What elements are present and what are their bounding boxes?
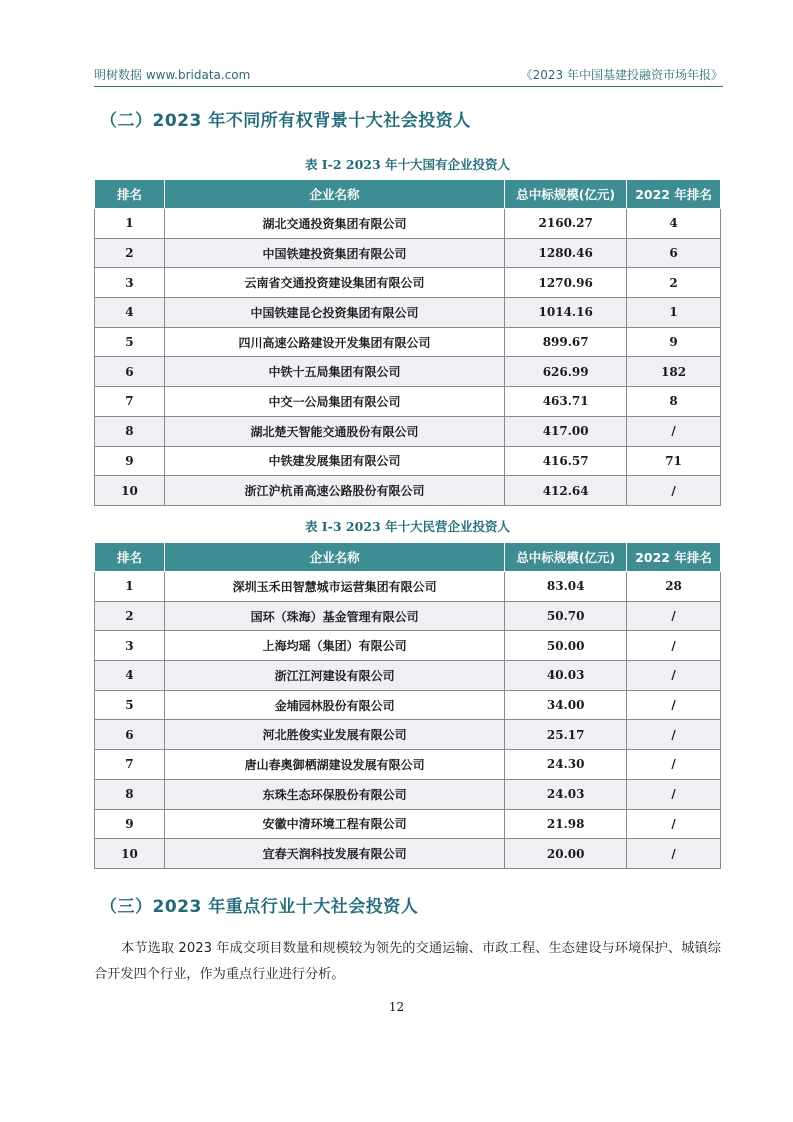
table-row <box>95 720 721 750</box>
table-row <box>95 387 721 417</box>
amount-cell: 24.30 <box>505 750 627 780</box>
company-name-cell: 浙江沪杭甬高速公路股份有限公司 <box>164 476 504 506</box>
header-amount: 总中标规模(亿元) <box>505 180 627 209</box>
section-title-3: （三）2023 年重点行业十大社会投资人 <box>100 897 419 917</box>
table-row <box>95 779 721 809</box>
prev-rank-cell: 28 <box>627 572 721 602</box>
amount-cell: 2160.27 <box>505 209 627 239</box>
rank-cell: 2 <box>95 601 165 631</box>
prev-rank-cell: 4 <box>627 209 721 239</box>
rank-cell: 1 <box>95 572 165 602</box>
rank-cell: 5 <box>95 690 165 720</box>
company-name-cell: 四川高速公路建设开发集团有限公司 <box>164 327 504 357</box>
rank-cell: 6 <box>95 357 165 387</box>
company-name-cell: 国环（珠海）基金管理有限公司 <box>164 601 504 631</box>
company-name-cell: 中交一公局集团有限公司 <box>164 387 504 417</box>
prev-rank-cell: 8 <box>627 387 721 417</box>
amount-cell: 416.57 <box>505 446 627 476</box>
table-row <box>95 446 721 476</box>
prev-rank-cell: / <box>627 720 721 750</box>
amount-cell: 412.64 <box>505 476 627 506</box>
header-right: 《2023 年中国基建投融资市场年报》 <box>520 68 723 82</box>
prev-rank-cell: 2 <box>627 268 721 298</box>
company-name-cell: 中铁十五局集团有限公司 <box>164 357 504 387</box>
header-company: 企业名称 <box>164 180 504 209</box>
prev-rank-cell: / <box>627 750 721 780</box>
company-name-cell: 湖北楚天智能交通股份有限公司 <box>164 416 504 446</box>
company-name-cell: 浙江江河建设有限公司 <box>164 661 504 691</box>
rank-cell: 10 <box>95 476 165 506</box>
table-row <box>95 298 721 328</box>
prev-rank-cell: 71 <box>627 446 721 476</box>
page-number: 12 <box>388 1000 405 1014</box>
amount-cell: 1270.96 <box>505 268 627 298</box>
company-name-cell: 深圳玉禾田智慧城市运营集团有限公司 <box>164 572 504 602</box>
table-row <box>95 416 721 446</box>
table-row <box>95 357 721 387</box>
amount-cell: 21.98 <box>505 809 627 839</box>
amount-cell: 83.04 <box>505 572 627 602</box>
table-caption-soe: 表 I-2 2023 年十大国有企业投资人 <box>304 157 511 172</box>
table-soe <box>94 179 721 506</box>
rank-cell: 8 <box>95 779 165 809</box>
prev-rank-cell: 1 <box>627 298 721 328</box>
rank-cell: 6 <box>95 720 165 750</box>
table-row <box>95 572 721 602</box>
rank-cell: 7 <box>95 387 165 417</box>
table-row <box>95 327 721 357</box>
amount-cell: 25.17 <box>505 720 627 750</box>
table-row <box>95 476 721 506</box>
rank-cell: 5 <box>95 327 165 357</box>
header-company: 企业名称 <box>164 543 504 572</box>
header-amount: 总中标规模(亿元) <box>505 543 627 572</box>
company-name-cell: 湖北交通投资集团有限公司 <box>164 209 504 239</box>
rank-cell: 1 <box>95 209 165 239</box>
company-name-cell: 金埔园林股份有限公司 <box>164 690 504 720</box>
header-left: 明树数据 www.bridata.com <box>94 68 251 82</box>
rank-cell: 9 <box>95 809 165 839</box>
amount-cell: 899.67 <box>505 327 627 357</box>
prev-rank-cell: / <box>627 631 721 661</box>
rank-cell: 3 <box>95 268 165 298</box>
prev-rank-cell: / <box>627 839 721 869</box>
table-row <box>95 601 721 631</box>
prev-rank-cell: / <box>627 601 721 631</box>
table-row <box>95 268 721 298</box>
rank-cell: 3 <box>95 631 165 661</box>
rank-cell: 8 <box>95 416 165 446</box>
amount-cell: 463.71 <box>505 387 627 417</box>
prev-rank-cell: / <box>627 690 721 720</box>
table-header-row <box>95 180 721 209</box>
table-row <box>95 661 721 691</box>
amount-cell: 34.00 <box>505 690 627 720</box>
table-row <box>95 238 721 268</box>
rank-cell: 2 <box>95 238 165 268</box>
table-private <box>94 542 721 869</box>
prev-rank-cell: / <box>627 416 721 446</box>
amount-cell: 50.70 <box>505 601 627 631</box>
amount-cell: 417.00 <box>505 416 627 446</box>
header-rank: 排名 <box>95 543 165 572</box>
amount-cell: 40.03 <box>505 661 627 691</box>
header-prev-rank: 2022 年排名 <box>627 543 721 572</box>
table-caption-private: 表 I-3 2023 年十大民营企业投资人 <box>304 519 511 534</box>
company-name-cell: 中铁建发展集团有限公司 <box>164 446 504 476</box>
page-header <box>94 64 723 87</box>
table-row <box>95 690 721 720</box>
table-row <box>95 750 721 780</box>
rank-cell: 4 <box>95 298 165 328</box>
prev-rank-cell: / <box>627 809 721 839</box>
prev-rank-cell: / <box>627 779 721 809</box>
table-row <box>95 839 721 869</box>
prev-rank-cell: 182 <box>627 357 721 387</box>
company-name-cell: 宜春天润科技发展有限公司 <box>164 839 504 869</box>
company-name-cell: 安徽中清环境工程有限公司 <box>164 809 504 839</box>
prev-rank-cell: 9 <box>627 327 721 357</box>
rank-cell: 7 <box>95 750 165 780</box>
amount-cell: 1014.16 <box>505 298 627 328</box>
amount-cell: 50.00 <box>505 631 627 661</box>
amount-cell: 24.03 <box>505 779 627 809</box>
company-name-cell: 中国铁建昆仑投资集团有限公司 <box>164 298 504 328</box>
header-prev-rank: 2022 年排名 <box>627 180 721 209</box>
amount-cell: 20.00 <box>505 839 627 869</box>
header-rank: 排名 <box>95 180 165 209</box>
amount-cell: 626.99 <box>505 357 627 387</box>
prev-rank-cell: / <box>627 476 721 506</box>
section-title-2: （二）2023 年不同所有权背景十大社会投资人 <box>100 111 471 131</box>
company-name-cell: 云南省交通投资建设集团有限公司 <box>164 268 504 298</box>
rank-cell: 10 <box>95 839 165 869</box>
company-name-cell: 河北胜俊实业发展有限公司 <box>164 720 504 750</box>
table-header-row <box>95 543 721 572</box>
amount-cell: 1280.46 <box>505 238 627 268</box>
company-name-cell: 唐山春奥御栖湖建设发展有限公司 <box>164 750 504 780</box>
company-name-cell: 东珠生态环保股份有限公司 <box>164 779 504 809</box>
company-name-cell: 中国铁建投资集团有限公司 <box>164 238 504 268</box>
company-name-cell: 上海均瑶（集团）有限公司 <box>164 631 504 661</box>
table-row <box>95 631 721 661</box>
prev-rank-cell: / <box>627 661 721 691</box>
prev-rank-cell: 6 <box>627 238 721 268</box>
table-row <box>95 809 721 839</box>
table-row <box>95 209 721 239</box>
rank-cell: 9 <box>95 446 165 476</box>
rank-cell: 4 <box>95 661 165 691</box>
body-paragraph: 本节选取 2023 年成交项目数量和规模较为领先的交通运输、市政工程、生态建设与环境保护、城镇综合开发四个行业，作为重点行业进行分析。 <box>94 941 721 982</box>
